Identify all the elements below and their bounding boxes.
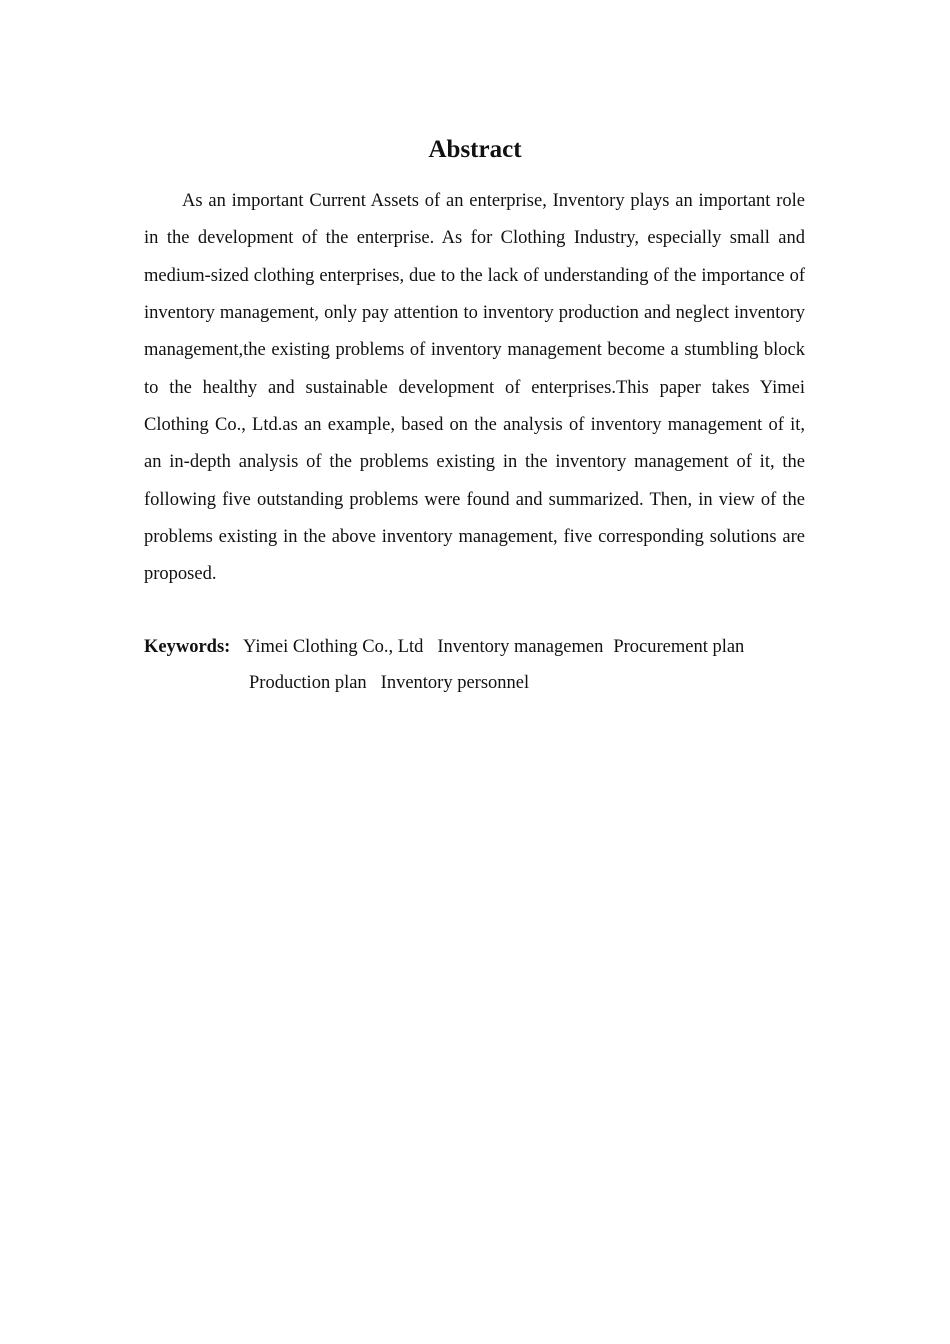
keywords-section — [144, 629, 844, 701]
keyword-item: Inventory managemen — [437, 637, 604, 657]
keywords-label: Keywords: — [144, 637, 231, 657]
keywords-line-1 — [144, 629, 844, 665]
keyword-item: Procurement plan — [613, 637, 745, 657]
abstract-title: Abstract — [428, 136, 522, 163]
keywords-line-2 — [144, 665, 844, 701]
keyword-item: Yimei Clothing Co., Ltd — [243, 637, 424, 657]
abstract-paragraph: As an important Current Assets of an enterprise, Inventory plays an important role in the development of the enterprise. As for Clothing Industry, especially small and medium-sized clothing enterprises, due to the lack of understanding of the importance of inventory management, only pay attention to inventory production and neglect inventory management,the existing problems of inventory management become a stumbling block to the healthy and sustainable development of enterprises.This paper takes Yimei Clothing Co., Ltd.as an example, based on the analysis of inventory management of it, an in-depth analysis of the problems existing in the inventory management of it, the following five outstanding problems were found and summarized. Then, in view of the problems existing in the above inventory management, five corresponding solutions are proposed. — [144, 191, 805, 585]
keyword-item: Inventory personnel — [380, 673, 530, 693]
keyword-item: Production plan — [249, 673, 367, 693]
